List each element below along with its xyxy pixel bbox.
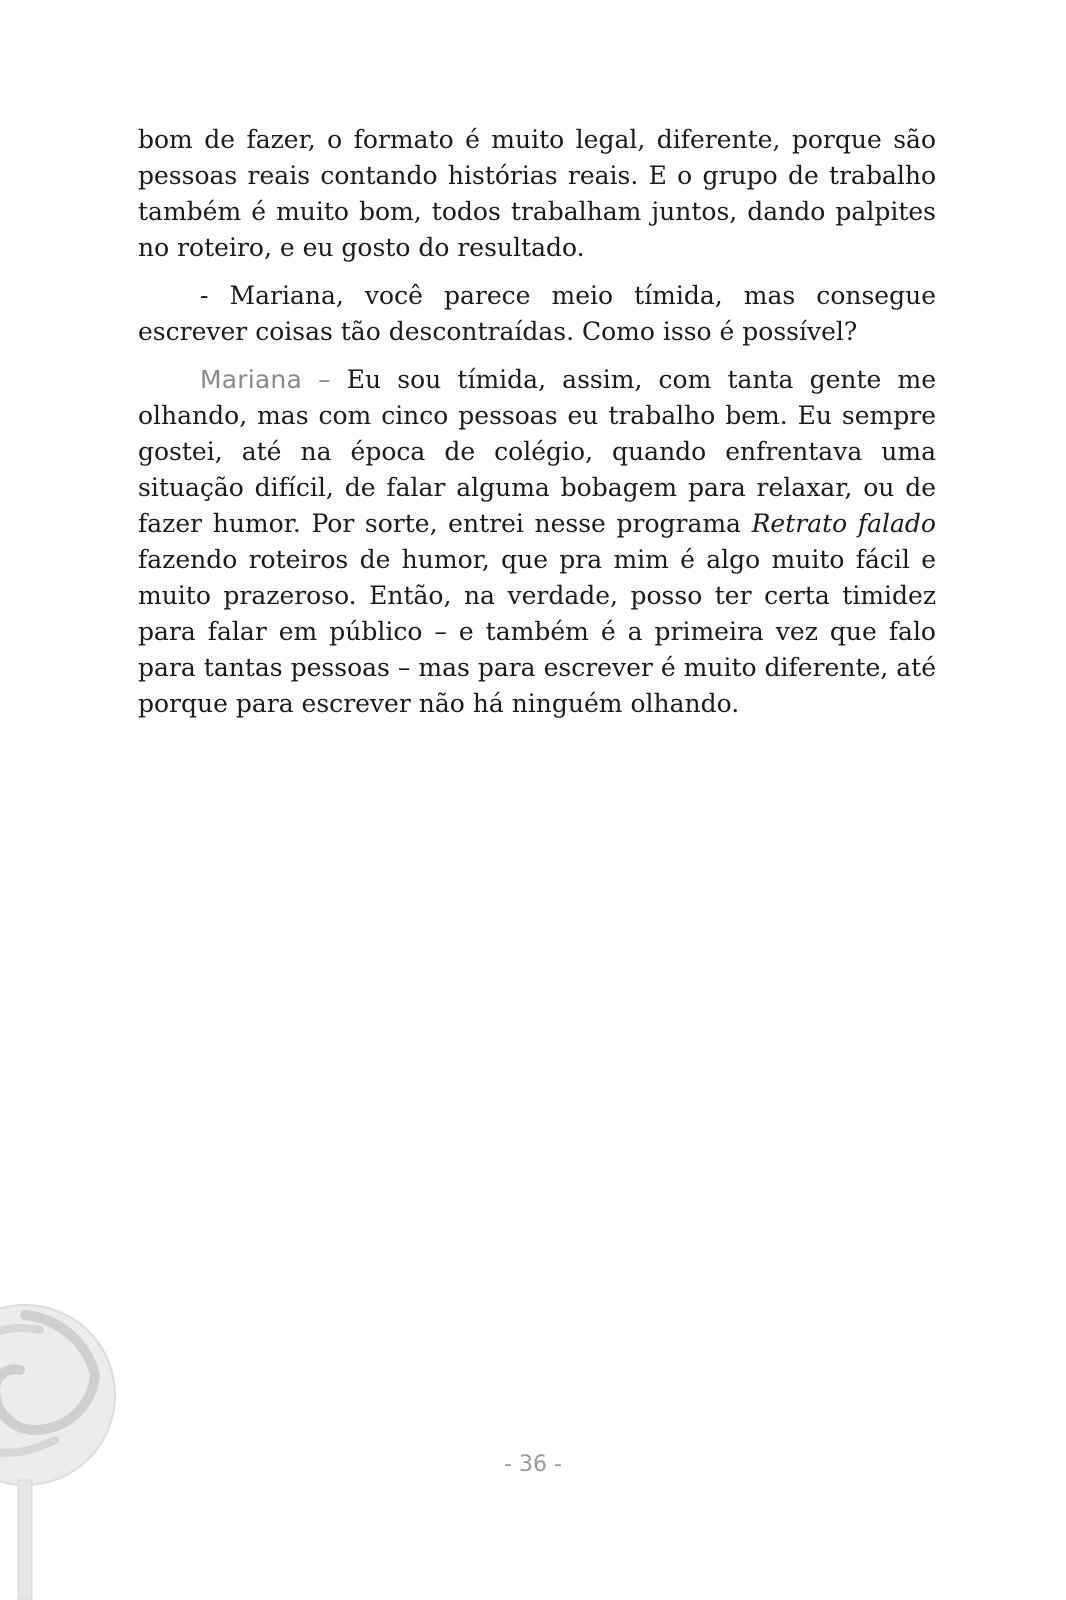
body-text — [138, 122, 936, 734]
paragraph-answer — [138, 362, 936, 722]
lollipop-icon — [0, 1300, 120, 1600]
answer-text-part-1: Eu sou tímida, assim, com tanta gente me olhando, mas com cinco pessoas eu trabalho bem. Eu sempre gostei, até na época de colégio, quando enfrentava uma situação difícil, de falar alguma bobagem para relaxar, ou de fazer humor. Por sorte, entrei nesse programa — [138, 365, 936, 538]
program-title: Retrato falado — [751, 509, 936, 538]
paragraph-answer-continuation: bom de fazer, o formato é muito legal, diferente, porque são pessoas reais contando histórias reais. E o grupo de trabalho também é muito bom, todos trabalham juntos, dando palpites no roteiro, e eu gosto do resultado. — [138, 125, 936, 262]
answer-text-part-2: fazendo roteiros de humor, que pra mim é algo muito fácil e muito prazeroso. Então, na verdade, posso ter certa timidez para falar em público – e também é a primeira vez que falo para tantas pessoas – mas para escrever é muito diferente, até porque para escrever não há ninguém olhando. — [138, 545, 936, 718]
speaker-dash: – — [318, 365, 331, 394]
paragraph-question: - Mariana, você parece meio tímida, mas consegue escrever coisas tão descontraídas. Como isso é possível? — [138, 281, 936, 346]
page-number: - 36 - — [504, 1452, 562, 1477]
speaker-name: Mariana — [200, 365, 302, 394]
